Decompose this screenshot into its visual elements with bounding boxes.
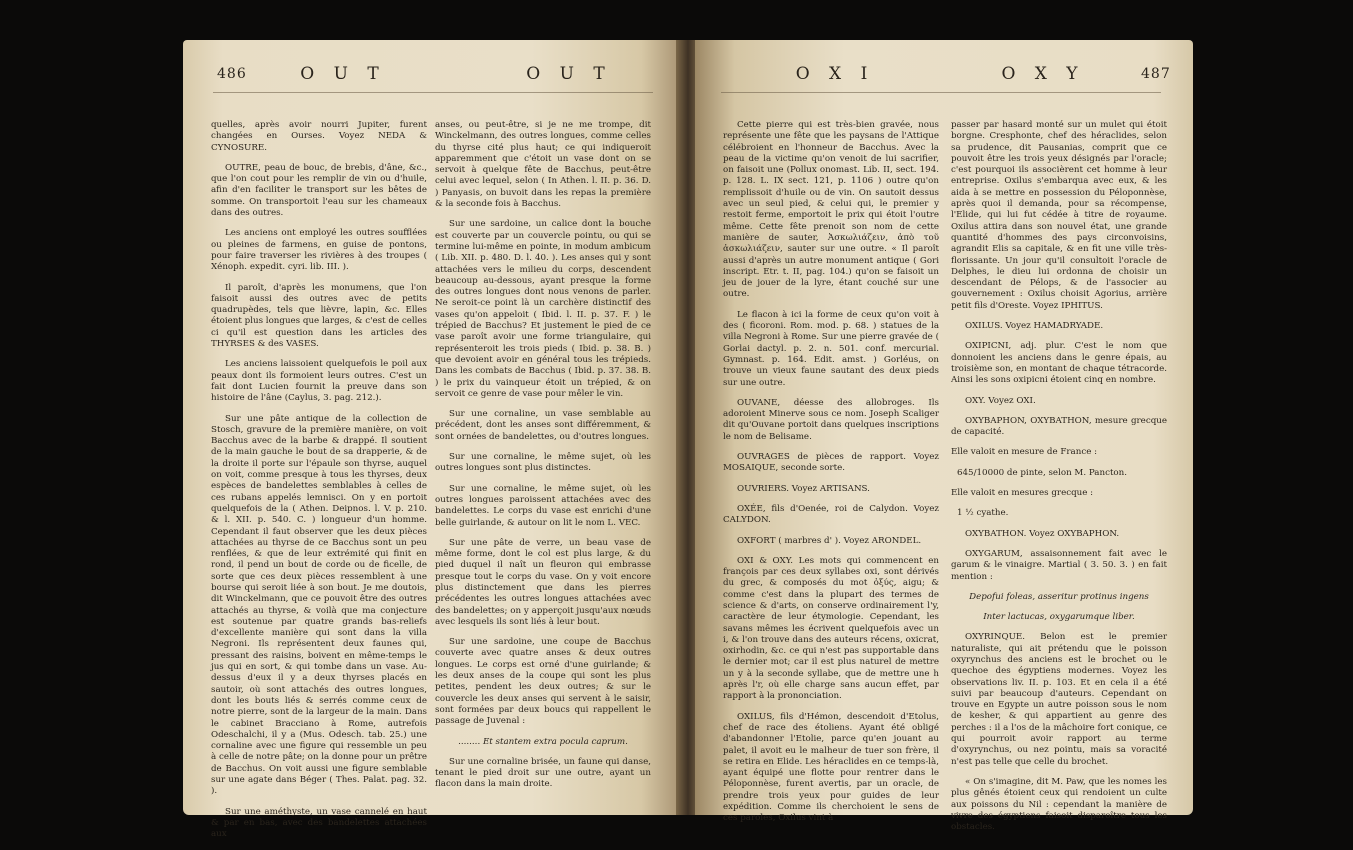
paragraph: Sur une cornaline brisée, un faune qui danse, tenant le pied droit sur une outre, ayant un flacon dans la main droite.: [435, 756, 651, 790]
verse-quote: ........ Et stantem extra pocula caprum.: [458, 736, 628, 747]
paragraph: Sur une cornaline, le même sujet, où les outres longues sont plus distinctes.: [435, 452, 651, 474]
paragraph: Les anciens laissoient quelquefois le poil aux peaux dont ils formoient leurs outres. C'est un fait dont Lucien fournit la preuve dans son histoire de l'âne (Caylus, 3. pag. 212.).: [211, 359, 427, 404]
paragraph: OXYRINQUE. Belon est le premier naturaliste, qui ait prétendu que le poisson oxyrynchus des anciens est le brochet ou le quechoe des égyptiens modernes. Voyez les observations liv. II. p. 103. Et en cela il a été suivi par beaucoup d'auteurs. Cependant on trouve en Egypte un autre poisson sous le nom de kesher, & qui appartient au genre des perches : il a l'os de la mâchoire fort conique, ce qui pourroit avoir rapport au terme d'oxyrynchus, ou nez pointu, mais sa voracité n'est pas telle que celle du brochet.: [951, 632, 1167, 767]
paragraph: Cette pierre qui est très-bien gravée, nous représente une fête que les paysans de l'Attique célébroient en l'honneur de Bacchus. Avec la peau de la victime qu'on venoit de lui sacrifier, on faisoit une (Pollux onomast. Lib. II, sect. 194. p. 128. L. IX sect. 121, p. 1106 ) outre qu'on remplissoit d'huile ou de vin. On sautoit dessus avec un seul pied, & celui qui, le premier y restoit ferme, emportoit le prix qui étoit l'outre même. Cette fête prenoit son nom de cette manière de sauter, Ἀσκωλιάζειν, ἀπὸ τοῦ ἀσκωλιάζειν, sauter sur une outre. « Il paroît aussi d'après un autre monument antique ( Gori inscript. Etr. t. II, pag. 104.) qu'on se faisoit un jeu de jouer de la lyre, étant couché sur une outre.: [723, 120, 939, 300]
paragraph: Sur une améthyste, un vase cannelé en haut & par en bas, avec des bandelettes attachées aux: [211, 806, 427, 840]
right-page-column-2: [951, 120, 1167, 842]
paragraph: OUVRIERS. Voyez ARTISANS.: [737, 483, 870, 494]
left-page-column-2: [435, 120, 651, 800]
paragraph: Sur une cornaline, un vase semblable au précédent, dont les anses sont différemment, & sont ornées de bandelettes, ou d'outres longues.: [435, 409, 651, 442]
paragraph: Sur une sardoine, une coupe de Bacchus couverte avec quatre anses & deux outres longues. Le corps est orné d'une guirlande; & les deux anses de la coupe qui sont les plus petites, pendent les deux outres; & sur le couvercle les deux anses qui servent à le saisir, sont formées par deux boucs qui rappellent le passage de Juvenal :: [435, 637, 651, 727]
running-head-left-col2: O U T: [526, 64, 612, 84]
fraction-value: 645/10000 de pinte, selon M. Pancton.: [957, 467, 1128, 478]
cyathe-value: 1 ½ cyathe.: [957, 508, 1009, 519]
paragraph: OXYBATHON. Voyez OXYBAPHON.: [965, 528, 1120, 539]
paragraph: passer par hasard monté sur un mulet qui étoit borgne. Cresphonte, chef des héraclides, selon sa prudence, dit Pausanias, comprit que ce pouvoit être les trois yeux désignés par l'oracle; c'est pourquoi ils associèrent cet homme à leur entreprise. Oxilus s'embarqua avec eux, & les aida à se mettre en possession du Péloponnèse, après quoi il demanda, pour sa récompense, l'Elide, qui lui fut cédée à titre de royaume. Oxilus attira dans son nouvel état, une grande quantité d'hommes des pays circonvoisins, agrandit Elis sa capitale, & en fit une ville très-florissante. Un jour qu'il consultoit l'oracle de Delphes, le dieu lui ordonna de choisir un descendant de Pélops, & de l'associer au gouvernement : Oxilus choisit Agorius, arrière petit fils d'Oreste. Voyez IPHITUS.: [951, 120, 1167, 311]
paragraph: « On s'imagine, dit M. Paw, que les nomes les plus gênés étoient ceux qui rendoient un culte aux poissons du Nil : cependant la manière de vivre des égyptiens faisoit disparoître tous les obstacles.: [951, 776, 1167, 833]
left-page-header: [183, 62, 681, 86]
paragraph: quelles, après avoir nourri Jupiter, furent changées en Ourses. Voyez NEDA & CYNOSURE.: [211, 120, 427, 153]
paragraph: Elle valoit en mesure de France :: [951, 447, 1098, 458]
paragraph: OXFORT ( marbres d' ). Voyez ARONDEL.: [737, 535, 922, 546]
paragraph: Elle valoit en mesures grecque :: [951, 488, 1094, 499]
paragraph: anses, ou peut-être, si je ne me trompe, dit Winckelmann, des outres longues, comme celles du thyrse cité plus haut; ce qui indiqueroit apparemment que c'étoit un vase dont on se servoit à quelque fête de Bacchus, peut-être celui avec lequel, selon ( In Athen. l. II. p. 36. D. ) Panyasis, on buvoit dans les repas la première & la seconde fois à Bacchus.: [435, 120, 651, 210]
paragraph: Sur une sardoine, un calice dont la bouche est couverte par un couvercle pointu, ou qui se termine lui-même en pointe, in modum ambicum ( Lib. XII. p. 480. D. l. 40. ). Les anses qui y sont attachées vers le milieu du corps, descendent beaucoup au-dessous, ayant presque la forme des outres longues dont nous venons de parler. Ne seroit-ce point là un carchère distinctif des vases qu'on appeloit ( Ibid. l. II. p. 37. F. ) le trépied de Bacchus? Et justement le pied de ce vase paroît avoir une forme triangulaire, qui représenteroit les trois pieds ( Ibid. p. 38. B. ) que devoient avoir en général tous les trépieds. Dans les combats de Bacchus ( Ibid. p. 37. 38. B. ) le prix du vainqueur étoit un trépied, & on servoit ce genre de vase pour mêler le vin.: [435, 219, 651, 399]
header-rule: [213, 92, 653, 93]
running-head-left-col1: O U T: [300, 64, 386, 84]
verse-quote: Depofui foleas, asseritur protinus ingens: [969, 591, 1149, 602]
left-page-column-1: [211, 120, 427, 850]
paragraph: OXIPICNI, adj. plur. C'est le nom que donnoient les anciens dans le genre épais, au troisième son, en montant de chaque tétracorde. Ainsi les sons oxipicni étoient cinq en nombre.: [951, 341, 1167, 386]
right-page: [695, 40, 1193, 833]
right-page-header: [695, 62, 1193, 86]
running-head-right-col2: O X Y: [1001, 64, 1085, 84]
paragraph: OXYGARUM, assaisonnement fait avec le garum & le vinaigre. Martial ( 3. 50. 3. ) en fait mention :: [951, 548, 1167, 582]
left-page: [183, 40, 681, 840]
paragraph: Il paroît, d'après les monumens, que l'on faisoit aussi des outres avec de petits quadrupèdes, tels que lièvre, lapin, &c. Elles étoient plus longues que larges, & c'est de celles ci qu'il est question dans les articles des THYRSES & des VASES.: [211, 282, 427, 350]
paragraph: OXILUS. Voyez HAMADRYADE.: [965, 321, 1104, 332]
paragraph: OXILUS, fils d'Hémon, descendoit d'Etolus, chef de race des étoliens. Ayant été obligé d'abandonner l'Etolie, parce qu'en jouant au palet, il avoit eu le malheur de tuer son frère, il se retira en Elide. Les héraclides en ce temps-là, ayant équipé une flotte pour rentrer dans le Péloponnèse, furent avertis, par un oracle, de prendre trois yeux pour guides de leur expédition. Comme ils cherchoient le sens de ces paroles, Oxilus vint à: [723, 711, 939, 824]
verse-quote: Inter lactucas, oxygarumque liber.: [983, 612, 1135, 623]
paragraph: Sur une pâte antique de la collection de Stosch, gravure de la première manière, on voit Bacchus avec de la barbe & drappé. Il soutient de la main gauche le bout de sa drapperie, & de la droite il porte sur l'épaule son thyrse, auquel on voit, comme presque à tous les thyrses, deux espèces de bandelettes semblables à celles de ces rubans appelés lemnisci. On y en portoit quelquefois de la ( Athen. Deipnos. l. V. p. 210. & l. XII. p. 540. C. ) longueur d'un homme. Cependant il faut observer que les deux pièces attachées au thyrse de ce Bacchus sont un peu renflées, & que de leur extrémité qui finit en rond, il pend un bout de corde ou de ficelle, de sorte que ces deux pièces ressemblent à une bourse qui seroit liée à son bout. Je me doutois, dit Winckelmann, que ce pouvoit être des outres attachés au thyrse, & voilà que ma conjecture est soutenue par quatre grands bas-reliefs d'excellente manière qui sont dans la villa Negroni. Ils représentent deux faunes qui, pressant des raisins, boivent en même-temps le jus qui en sort, & qui tombe dans un vase. Au-dessus d'eux il y a deux thyrses placés en sautoir, où sont attachés des outres longues, dont les bouts liés & serrés comme ceux de notre pierre, sont de la largeur de la main. Dans le cabinet Bracciano à Rome, autrefois Odeschalchi, il y a (Mus. Odesch. tab. 25.) une cornaline avec une figure qui ressemble un peu à celle de notre pâte; on la donne pour un prêtre de Bacchus. On voit aussi une figure semblable sur une agate dans Béger ( Thes. Palat. pag. 32. ).: [211, 413, 427, 797]
paragraph: OXI & OXY. Les mots qui commencent en françois par ces deux syllabes oxi, sont dérivés du grec, & composés du mot ὀξύς, aigu; & comme c'est dans la plupart des termes de science & d'arts, on conserve ordinairement l'y, caractère de leur étymologie. Cependant, les savans mêmes les écrivent quelquefois avec un i, & l'on trouve dans des auteurs récens, oxicrat, oxirhodin, &c. ce qui n'est pas supportable dans le dernier mot; car il est plus naturel de mettre un y à la seconde syllabe, que de mettre une h après l'r, où elle charge sans aucun effet, par rapport à la prononciation.: [723, 555, 939, 702]
running-head-right-col1: O X I: [795, 64, 875, 84]
paragraph: Le flacon à ici la forme de ceux qu'on voit à des ( ficoroni. Rom. mod. p. 68. ) statues de la villa Negroni à Rome. Sur une pierre gravée de ( Gorlai dactyl. p. 2. n. 501. conf. mercurial. Gymnast. p. 164. Edit. amst. ) Gorléus, on trouve un vieux faune sautant des deux pieds sur une outre.: [723, 309, 939, 388]
page-number-right: 487: [1141, 66, 1171, 82]
paragraph: Les anciens ont employé les outres soufflées ou pleines de farmens, en guise de pontons, pour faire traverser les rivières à des troupes ( Xénoph. expedit. cyri. lib. III. ).: [211, 228, 427, 273]
paragraph: OXYBAPHON, OXYBATHON, mesure grecque de capacité.: [951, 415, 1167, 438]
paragraph: OUVRAGES de pièces de rapport. Voyez MOSAIQUE, seconde sorte.: [723, 452, 939, 474]
right-page-column-1: [723, 120, 939, 834]
paragraph: OUVANE, déesse des allobroges. Ils adoroient Minerve sous ce nom. Joseph Scaliger dit qu'Ouvane portoit dans quelques inscriptions le nom de Belisame.: [723, 397, 939, 442]
paragraph: Sur une pâte de verre, un beau vase de même forme, dont le col est plus large, & du pied duquel il naît un fleuron qui embrasse presque tout le corps du vase. On y voit encore plus distinctement que dans les pierres précédentes les outres longues attachées avec des bandelettes; on y apperçoit jusqu'aux nœuds avec lesquels ils sont liés à leur bout.: [435, 537, 651, 627]
paragraph: OUTRE, peau de bouc, de brebis, d'âne, &c., que l'on cout pour les remplir de vin ou d'huile, afin d'en faciliter le transport sur les bêtes de somme. On transportoit l'eau sur les chameaux dans des outres.: [211, 162, 427, 219]
paragraph: Sur une cornaline, le même sujet, où les outres longues paroissent attachées avec des bandelettes. Le corps du vase est enrichi d'une belle guirlande, & autour on lit le nom L. VEC.: [435, 483, 651, 528]
page-number-left: 486: [217, 66, 247, 82]
paragraph: OXÉE, fils d'Oenée, roi de Calydon. Voyez CALYDON.: [723, 503, 939, 526]
paragraph: OXY. Voyez OXI.: [965, 395, 1036, 406]
header-rule: [721, 92, 1161, 93]
